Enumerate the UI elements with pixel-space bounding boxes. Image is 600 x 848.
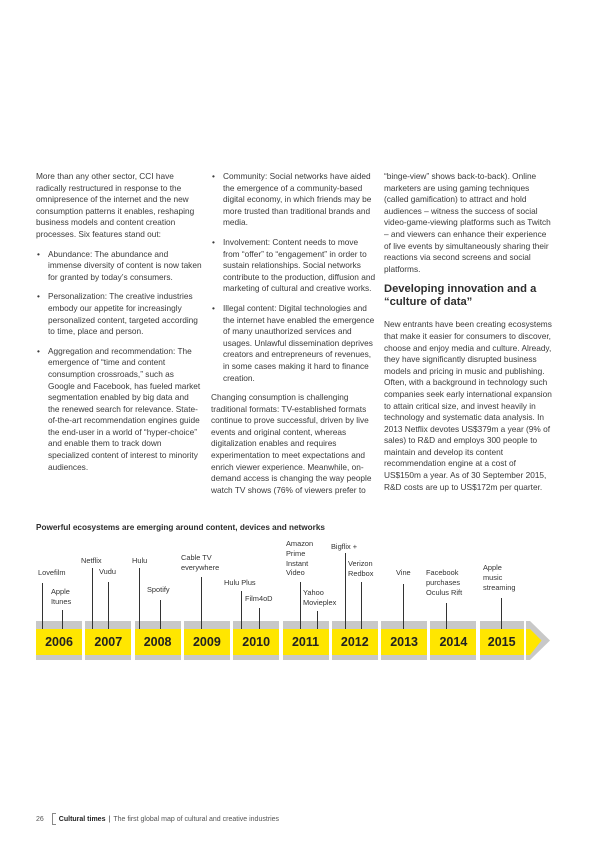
timeline-event: Apple Itunes <box>51 587 72 606</box>
list-item: • Illegal content: Digital technologies and the internet have enabled the emergence of many unauthorized services and usages. Unlawful dissemination deprives creators and entrepreneurs of revenues, in some cases making it hard to finance creation. <box>211 303 377 384</box>
timeline-event: Amazon Prime Instant Video <box>286 539 314 578</box>
year-block-2014 <box>430 621 476 660</box>
year-label: 2013 <box>381 629 427 655</box>
year-block-2013 <box>381 621 427 660</box>
timeline-event: Apple music streaming <box>483 563 516 592</box>
intro-paragraph: More than any other sector, CCI have radically restructured in response to the omnipresence of the internet and the new consumption patterns it enables, reshaping business models and content creation processes. Six features stand out: <box>36 171 195 239</box>
timeline-event: Yahoo Movieplex <box>303 588 337 607</box>
timeline-event: Cable TV everywhere <box>181 553 220 572</box>
timeline-event: Hulu <box>132 556 148 565</box>
timeline-event: Bigflix + <box>331 542 358 551</box>
list-item: • Community: Social networks have aided the emergence of a community-based digital economy, in which friends may be more trusted than traditional brands and media. <box>211 171 377 229</box>
event-connector-line <box>259 608 260 629</box>
year-label: 2009 <box>184 629 230 655</box>
timeline-event: Hulu Plus <box>224 578 256 587</box>
consumption-paragraph: Changing consumption is challenging traditional formats: TV-established formats continue to prove successful, driven by live events and original content, whereas digitalization enables and requires experimentation to meet expectations and enrich viewer experience. Meanwhile, on-demand access is changing the way people watch TV shows (76% of viewers prefer to <box>211 392 372 495</box>
publication-title: Cultural times <box>58 815 106 823</box>
timeline-arrow-icon <box>526 621 550 660</box>
year-block-2011 <box>283 621 329 660</box>
event-connector-line <box>345 553 346 629</box>
event-connector-line <box>92 568 93 629</box>
list-item: • Abundance: The abundance and immense diversity of content is now taken for granted by today’s consumers. <box>36 249 202 284</box>
page-number: 26 <box>36 815 44 823</box>
list-item: • Personalization: The creative industries embody our appetite for increasingly personalized content, targeted according to time, place and person. <box>36 291 202 337</box>
list-item: • Involvement: Content needs to move from “offer” to “engagement” in order to sustain relationships. Social networks contribute to the production, diffusion and marketing of cultural and creative works. <box>211 237 377 295</box>
publication-subtitle: The first global map of cultural and creative industries <box>113 815 280 823</box>
event-connector-line <box>501 598 502 629</box>
year-block-2006 <box>36 621 82 660</box>
event-connector-line <box>62 610 63 629</box>
page-footer <box>36 813 279 825</box>
timeline-event: Verizon Redbox <box>348 559 374 578</box>
year-label: 2014 <box>430 629 476 655</box>
features-list <box>36 249 202 474</box>
column-2 <box>211 171 377 504</box>
features-list-2 <box>211 171 377 384</box>
year-label: 2011 <box>283 629 329 655</box>
year-block-2009 <box>184 621 230 660</box>
timeline-event: Lovefilm <box>38 568 66 577</box>
column-3 <box>384 171 554 501</box>
bracket-icon <box>52 813 56 825</box>
innovation-paragraph: New entrants have been creating ecosystems that make it easier for consumers to discover, choose and enjoy media and culture. Already, they have significantly disrupted business models and pricing in music and publishing. Often, with a background in technology such companies seek early international expansion to attain critical size, and invest heavily in technology and systematic data analysis. In 2013 Netflix devotes US$379m a year (9% of sales) to R&D and employs 300 people to maintain and develop its content recommendation engine at a cost of US$150m a year. As of 30 September 2015, R&D costs are up to US$172m per quarter. <box>384 319 552 492</box>
event-connector-line <box>361 582 362 629</box>
timeline-event: Film4oD <box>245 594 273 603</box>
list-item: • Aggregation and recommendation: The emergence of “time and content consumption crossroads,” such as Google and Facebook, has fueled market segmentation enabled by big data and the renewed search for relevance. State-of-the-art recommendation engines guide the end-user in a world of “hyper-choice” and enable them to track down specialized content of interest to minority audiences. <box>36 346 202 474</box>
year-block-2012 <box>332 621 378 660</box>
event-connector-line <box>241 591 242 629</box>
event-connector-line <box>201 577 202 629</box>
event-connector-line <box>300 582 301 629</box>
year-block-2008 <box>135 621 181 660</box>
timeline-event: Vudu <box>99 567 116 576</box>
section-heading: Developing innovation and a “culture of data” <box>384 283 537 309</box>
year-label: 2006 <box>36 629 82 655</box>
binge-paragraph: “binge-view” shows back-to-back). Online marketers are using gaming techniques (called gamification) to attract and hold audiences – witness the success of social video-game-viewing platforms such as Twitch – and viewers can enhance their experience of live events by simultaneously sharing their reactions via second screens and social platforms. <box>384 171 551 274</box>
event-connector-line <box>446 603 447 629</box>
event-connector-line <box>403 584 404 629</box>
timeline-title: Powerful ecosystems are emerging around content, devices and networks <box>36 523 325 532</box>
column-1 <box>36 171 202 481</box>
timeline-event: Facebook purchases Oculus Rift <box>426 568 463 597</box>
event-connector-line <box>139 568 140 629</box>
year-label: 2010 <box>233 629 279 655</box>
timeline-event: Netflix <box>81 556 102 565</box>
timeline-event: Spotify <box>147 585 170 594</box>
year-label: 2007 <box>85 629 131 655</box>
event-connector-line <box>317 611 318 629</box>
event-connector-line <box>42 583 43 629</box>
event-connector-line <box>108 582 109 629</box>
separator: | <box>108 815 111 823</box>
timeline-event: Vine <box>396 568 411 577</box>
year-label: 2015 <box>480 629 524 655</box>
year-label: 2012 <box>332 629 378 655</box>
event-connector-line <box>160 600 161 629</box>
year-label: 2008 <box>135 629 181 655</box>
